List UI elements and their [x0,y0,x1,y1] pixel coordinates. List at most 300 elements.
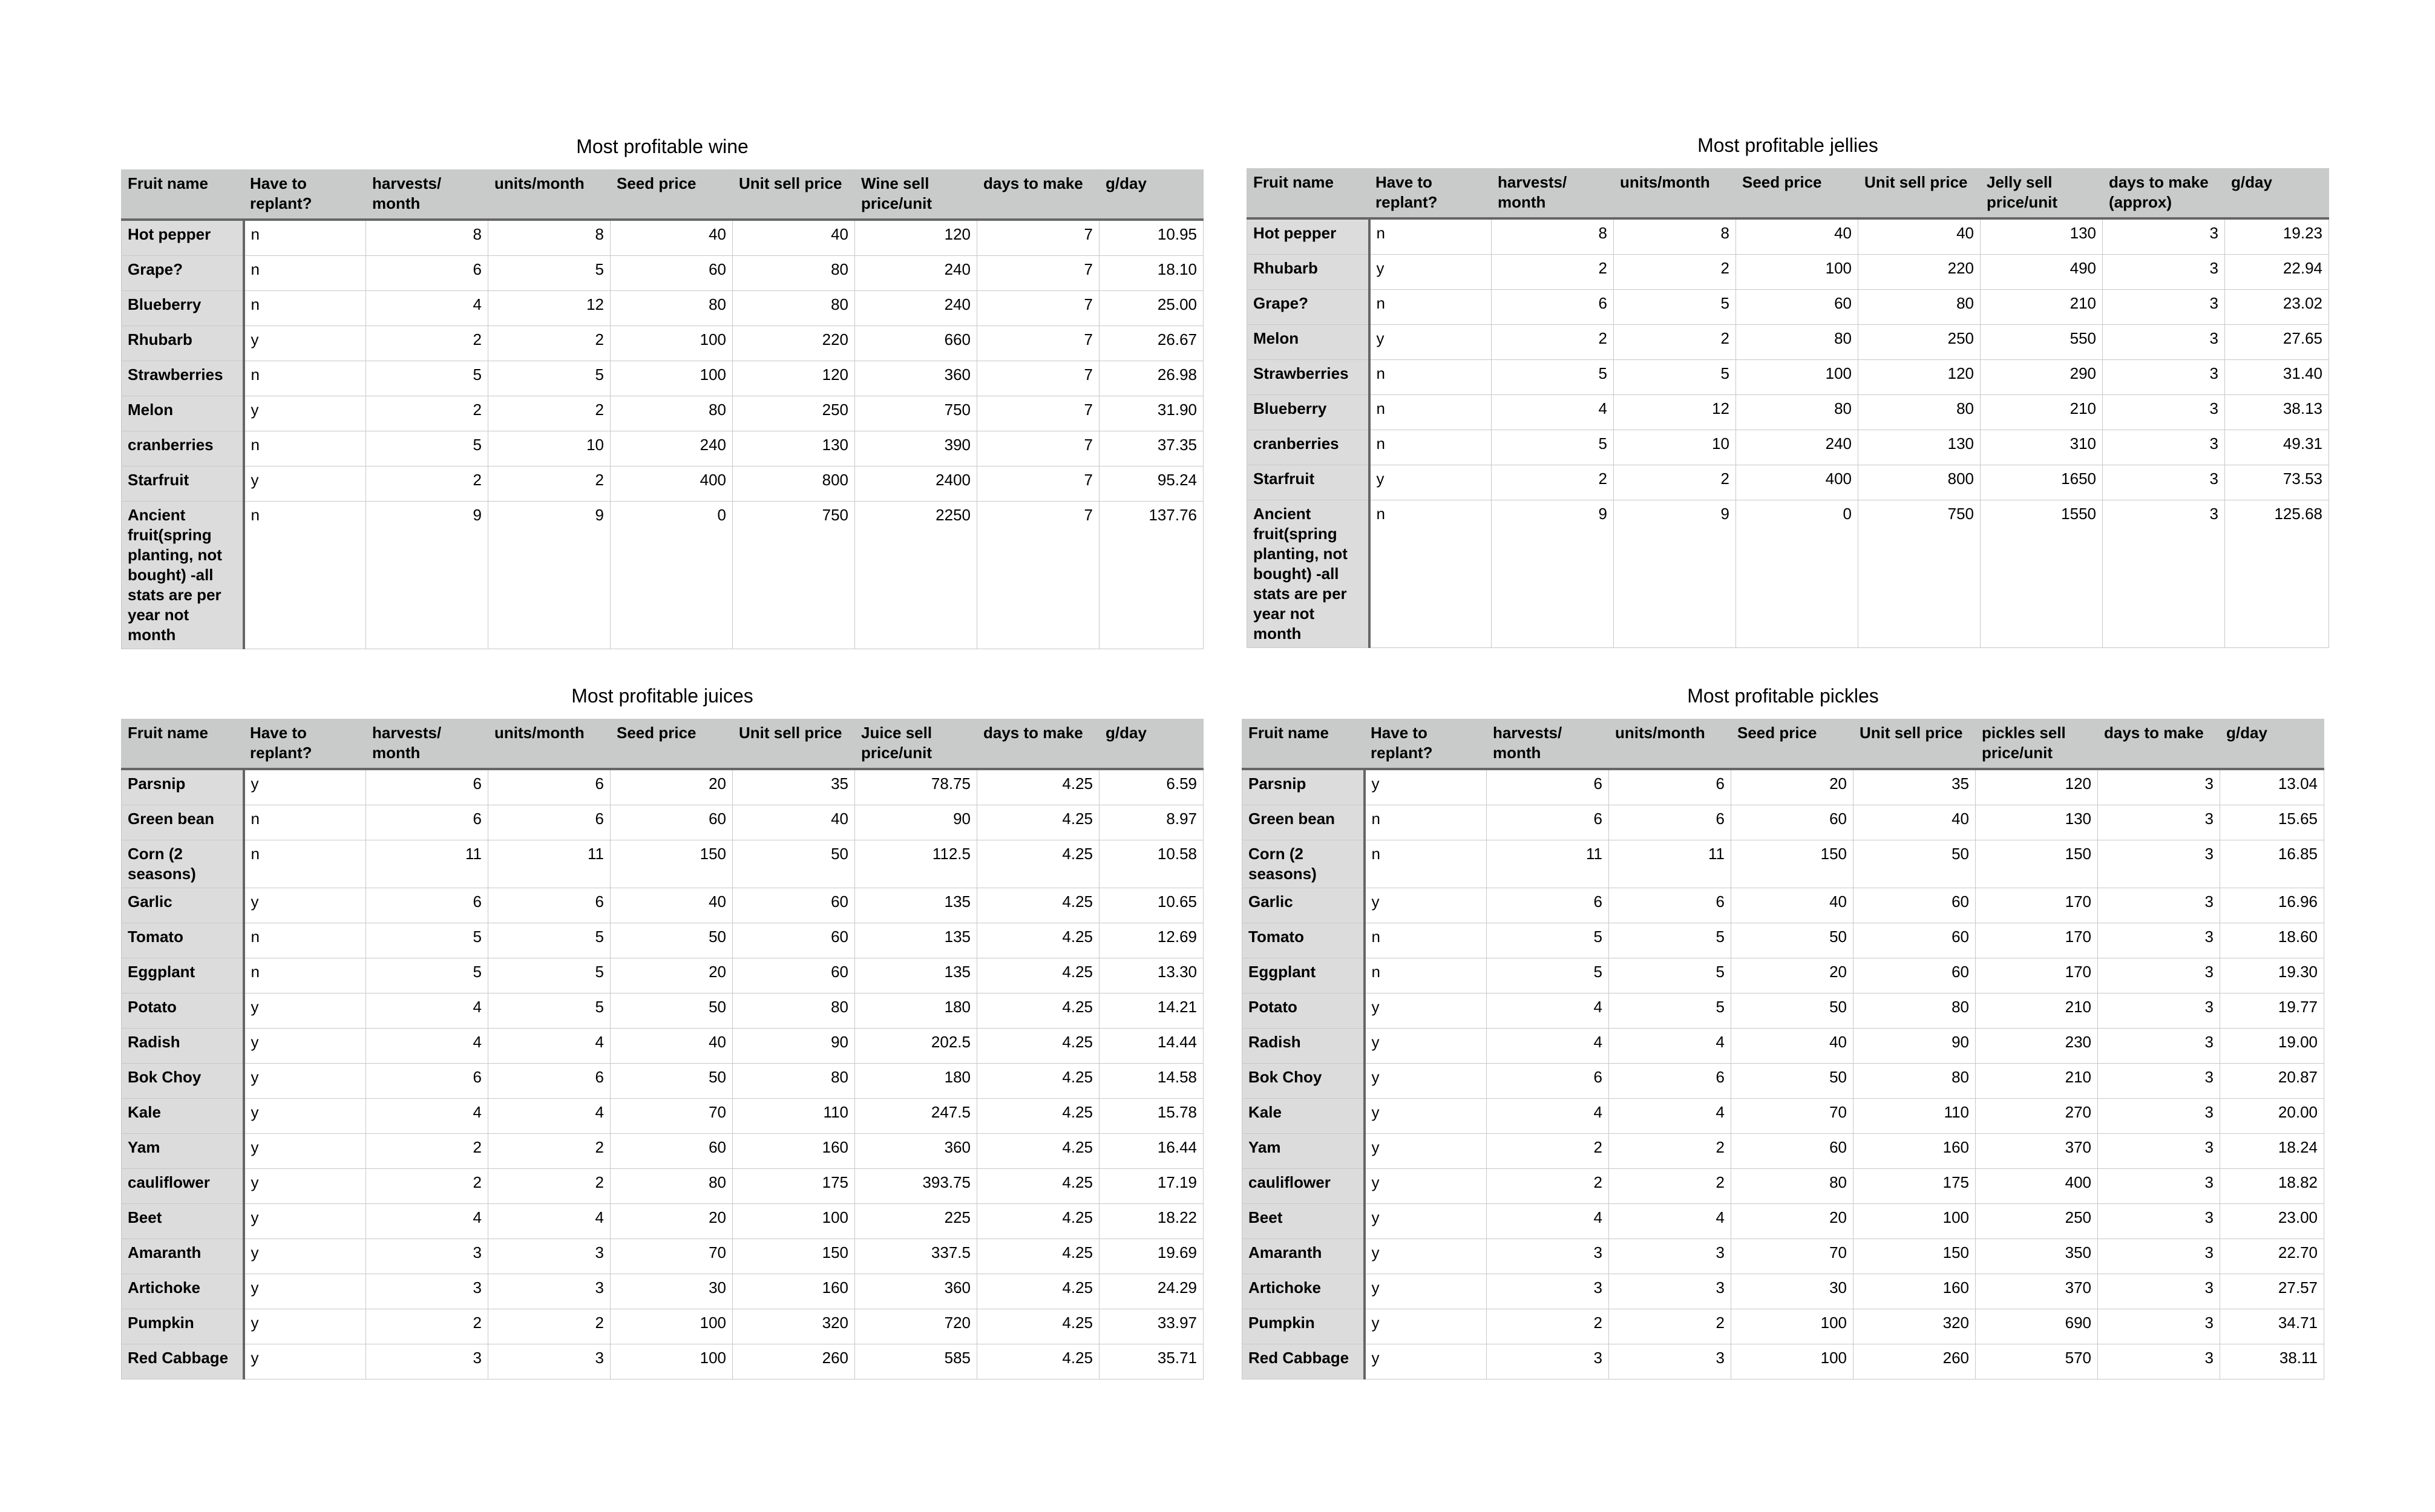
table-cell: 230 [1976,1029,2098,1064]
table-cell: 6 [488,805,611,840]
table-cell: 4.25 [977,840,1100,888]
table-row [1247,500,2329,648]
table-cell: 6 [488,888,611,923]
table-cell: 130 [1981,218,2103,255]
table-cell: 5 [1609,958,1731,993]
table-cell: 40 [733,220,855,256]
table-cell: 5 [366,958,488,993]
table-cell: 7 [977,466,1100,502]
table-cell: 3 [2098,993,2220,1029]
table-row [122,1029,1204,1064]
fruit-name-cell: Amaranth [122,1239,244,1274]
table-cell: 9 [488,502,611,649]
table-cell: 20 [611,769,733,805]
table-cell: 390 [855,431,977,466]
table-cell: 16.85 [2220,840,2324,888]
table-cell: 6 [1609,888,1731,923]
table-cell: 210 [1981,395,2103,430]
table-cell: 3 [2103,430,2225,465]
table-cell: 800 [1858,465,1981,500]
table-cell: n [1369,360,1492,395]
table-cell: y [1365,888,1487,923]
column-header: Seed price [611,719,733,770]
table-cell: y [244,888,366,923]
fruit-name-cell: Ancient fruit(spring planting, not bought) -all stats are per year not month [122,502,244,649]
table-cell: 7 [977,502,1100,649]
table-row [122,291,1204,326]
juices-table [121,719,1204,1379]
table-cell: 80 [733,256,855,291]
table-cell: 4.25 [977,1029,1100,1064]
table-cell: 3 [1487,1344,1609,1379]
table-cell: 20 [1731,958,1853,993]
fruit-name-cell: Radish [1242,1029,1365,1064]
table-cell: 100 [1736,255,1858,290]
fruit-name-cell: Starfruit [122,466,244,502]
table-cell: 95.24 [1100,466,1204,502]
table-cell: 5 [1614,360,1736,395]
table-cell: 4.25 [977,923,1100,958]
table-row [1242,1134,2324,1169]
table-cell: n [1369,395,1492,430]
table-cell: 100 [1736,360,1858,395]
table-cell: 5 [488,958,611,993]
table-cell: 3 [1609,1239,1731,1274]
table-cell: y [244,1099,366,1134]
table-cell: 4.25 [977,1239,1100,1274]
fruit-name-cell: Bok Choy [1242,1064,1365,1099]
table-row [1242,769,2324,805]
table-cell: 240 [1736,430,1858,465]
table-row [1247,360,2329,395]
table-cell: 11 [1609,840,1731,888]
fruit-name-cell: Potato [1242,993,1365,1029]
fruit-name-cell: Pumpkin [122,1309,244,1344]
table-cell: 20 [1731,769,1853,805]
table-cell: 170 [1976,923,2098,958]
fruit-name-cell: Yam [122,1134,244,1169]
fruit-name-cell: Green bean [122,805,244,840]
column-header: g/day [1100,719,1204,770]
fruit-name-cell: Kale [1242,1099,1365,1134]
column-header: days to make [977,170,1100,220]
table-row [1247,325,2329,360]
fruit-name-cell: Hot pepper [1247,218,1369,255]
table-cell: 320 [1853,1309,1976,1344]
table-cell: 60 [733,923,855,958]
table-cell: 60 [1853,888,1976,923]
table-cell: 120 [1976,769,2098,805]
table-cell: 4 [1609,1099,1731,1134]
table-cell: 202.5 [855,1029,977,1064]
table-cell: 7 [977,220,1100,256]
table-cell: 19.30 [2220,958,2324,993]
table-cell: 60 [1853,923,1976,958]
fruit-name-cell: Strawberries [122,361,244,396]
table-cell: 220 [1858,255,1981,290]
table-cell: 180 [855,993,977,1029]
table-cell: y [1365,1064,1487,1099]
table-cell: 3 [2103,500,2225,648]
table-cell: 5 [1487,958,1609,993]
table-cell: 135 [855,958,977,993]
table-cell: 6 [1609,1064,1731,1099]
fruit-name-cell: Eggplant [1242,958,1365,993]
fruit-name-cell: Potato [122,993,244,1029]
table-cell: 14.44 [1100,1029,1204,1064]
fruit-name-cell: Artichoke [1242,1274,1365,1309]
table-cell: 19.00 [2220,1029,2324,1064]
table-cell: n [244,805,366,840]
fruit-name-cell: Beet [1242,1204,1365,1239]
table-cell: 135 [855,888,977,923]
table-cell: 3 [366,1239,488,1274]
table-cell: 6 [366,256,488,291]
table-cell: 80 [1736,395,1858,430]
table-row [1242,1204,2324,1239]
table-cell: 4.25 [977,1204,1100,1239]
column-header: harvests/ month [1487,719,1609,770]
table-cell: 2 [488,466,611,502]
table-cell: 110 [733,1099,855,1134]
table-cell: y [244,396,366,431]
table-cell: 3 [2098,1029,2220,1064]
table-cell: 49.31 [2225,430,2329,465]
fruit-name-cell: cranberries [122,431,244,466]
table-cell: 3 [2098,769,2220,805]
table-cell: y [244,769,366,805]
table-cell: y [244,1029,366,1064]
fruit-name-cell: Grape? [1247,290,1369,325]
table-cell: 14.58 [1100,1064,1204,1099]
table-cell: 490 [1981,255,2103,290]
fruit-name-cell: Tomato [122,923,244,958]
table-cell: 3 [2103,465,2225,500]
table-cell: 73.53 [2225,465,2329,500]
table-cell: 80 [1731,1169,1853,1204]
table-cell: 18.82 [2220,1169,2324,1204]
table-cell: 550 [1981,325,2103,360]
table-row [1242,1029,2324,1064]
table-cell: n [244,502,366,649]
table-cell: y [244,466,366,502]
table-cell: 13.04 [2220,769,2324,805]
table-cell: 4 [366,993,488,1029]
table-cell: 78.75 [855,769,977,805]
table-cell: 6 [366,1064,488,1099]
fruit-name-cell: Strawberries [1247,360,1369,395]
juices-table-title: Most profitable juices [571,685,753,707]
table-row [1247,465,2329,500]
fruit-name-cell: Ancient fruit(spring planting, not bought) -all stats are per year not month [1247,500,1369,648]
table-cell: 250 [733,396,855,431]
table-cell: 90 [733,1029,855,1064]
table-cell: 60 [611,256,733,291]
table-cell: 6 [1487,888,1609,923]
table-cell: y [1365,1309,1487,1344]
table-cell: 5 [488,256,611,291]
table-cell: 4.25 [977,1274,1100,1309]
table-cell: 34.71 [2220,1309,2324,1344]
table-cell: 3 [2098,1099,2220,1134]
table-cell: 10.65 [1100,888,1204,923]
table-cell: 210 [1976,1064,2098,1099]
table-cell: n [1365,840,1487,888]
table-cell: 0 [611,502,733,649]
table-row [1242,1064,2324,1099]
table-cell: 80 [1858,395,1981,430]
table-row [122,1309,1204,1344]
table-cell: 3 [2103,325,2225,360]
table-cell: 60 [1731,1134,1853,1169]
table-cell: 40 [1731,1029,1853,1064]
table-cell: 10 [488,431,611,466]
table-cell: 120 [1858,360,1981,395]
table-cell: 23.00 [2220,1204,2324,1239]
table-cell: 5 [488,993,611,1029]
table-cell: 1550 [1981,500,2103,648]
column-header: Unit sell price [1858,169,1981,219]
table-cell: 2 [1614,465,1736,500]
table-cell: 6 [1487,769,1609,805]
table-row [1247,290,2329,325]
fruit-name-cell: Corn (2 seasons) [1242,840,1365,888]
fruit-name-cell: cranberries [1247,430,1369,465]
table-cell: 60 [1853,958,1976,993]
table-cell: 250 [1858,325,1981,360]
table-cell: 4 [488,1099,611,1134]
table-cell: 40 [611,888,733,923]
column-header: units/month [1609,719,1731,770]
fruit-name-cell: Bok Choy [122,1064,244,1099]
table-cell: 150 [733,1239,855,1274]
table-row [1242,958,2324,993]
table-cell: 19.77 [2220,993,2324,1029]
table-cell: 3 [2098,1239,2220,1274]
column-header: pickles sell price/unit [1976,719,2098,770]
table-row [1242,1309,2324,1344]
table-cell: 80 [733,1064,855,1099]
table-cell: 2250 [855,502,977,649]
table-cell: n [1365,805,1487,840]
table-cell: y [244,1134,366,1169]
table-cell: 27.57 [2220,1274,2324,1309]
table-cell: 80 [1736,325,1858,360]
table-cell: 100 [733,1204,855,1239]
table-cell: y [1365,993,1487,1029]
table-cell: 360 [855,361,977,396]
table-cell: 2 [1492,325,1614,360]
table-cell: 800 [733,466,855,502]
fruit-name-cell: Beet [122,1204,244,1239]
table-cell: y [244,1204,366,1239]
table-cell: 10.58 [1100,840,1204,888]
table-cell: 175 [733,1169,855,1204]
table-cell: 1650 [1981,465,2103,500]
table-cell: 150 [1731,840,1853,888]
table-cell: 240 [855,291,977,326]
table-cell: 5 [488,923,611,958]
table-cell: 4.25 [977,805,1100,840]
table-cell: 31.90 [1100,396,1204,431]
table-cell: 12.69 [1100,923,1204,958]
table-cell: 3 [2098,1344,2220,1379]
table-cell: 4.25 [977,1134,1100,1169]
table-cell: 2 [488,1169,611,1204]
table-row [1247,255,2329,290]
table-cell: 30 [1731,1274,1853,1309]
table-cell: 25.00 [1100,291,1204,326]
pickles-table-title: Most profitable pickles [1687,685,1879,707]
table-cell: 4 [1487,993,1609,1029]
table-cell: 5 [1609,923,1731,958]
table-cell: 40 [1853,805,1976,840]
table-cell: 16.44 [1100,1134,1204,1169]
fruit-name-cell: Melon [122,396,244,431]
table-cell: 2 [488,1309,611,1344]
fruit-name-cell: cauliflower [122,1169,244,1204]
table-cell: 2400 [855,466,977,502]
column-header: Have to replant? [244,170,366,220]
table-row [122,1134,1204,1169]
table-cell: 137.76 [1100,502,1204,649]
table-cell: 120 [855,220,977,256]
fruit-name-cell: Red Cabbage [1242,1344,1365,1379]
table-cell: 70 [611,1239,733,1274]
table-row [122,502,1204,649]
table-cell: 5 [1492,430,1614,465]
table-cell: 3 [366,1274,488,1309]
table-cell: 660 [855,326,977,361]
table-cell: 11 [488,840,611,888]
table-cell: 3 [366,1344,488,1379]
table-cell: 60 [733,888,855,923]
table-cell: y [1365,1029,1487,1064]
table-cell: y [244,326,366,361]
table-cell: 16.96 [2220,888,2324,923]
table-row [1242,1099,2324,1134]
column-header: units/month [488,719,611,770]
table-cell: y [1365,769,1487,805]
table-cell: 31.40 [2225,360,2329,395]
table-cell: 100 [1731,1309,1853,1344]
table-cell: 100 [1853,1204,1976,1239]
table-cell: 18.24 [2220,1134,2324,1169]
table-row [122,805,1204,840]
table-cell: 35.71 [1100,1344,1204,1379]
table-cell: 4 [1487,1099,1609,1134]
table-cell: 400 [611,466,733,502]
table-cell: 210 [1981,290,2103,325]
table-cell: 180 [855,1064,977,1099]
table-cell: 3 [2098,1274,2220,1309]
table-cell: 130 [1976,805,2098,840]
table-cell: 370 [1976,1134,2098,1169]
table-cell: 38.11 [2220,1344,2324,1379]
table-row [1247,430,2329,465]
table-cell: 150 [1976,840,2098,888]
column-header: days to make [2098,719,2220,770]
table-cell: 7 [977,396,1100,431]
table-cell: 10.95 [1100,220,1204,256]
column-header: Fruit name [1242,719,1365,770]
table-cell: 6 [366,888,488,923]
table-cell: 4 [366,1099,488,1134]
column-header: g/day [2220,719,2324,770]
table-row [122,431,1204,466]
table-cell: 70 [611,1099,733,1134]
table-cell: 15.78 [1100,1099,1204,1134]
table-cell: 35 [1853,769,1976,805]
table-cell: 8 [488,220,611,256]
table-cell: 6 [366,805,488,840]
fruit-name-cell: Amaranth [1242,1239,1365,1274]
table-cell: 90 [1853,1029,1976,1064]
table-cell: 320 [733,1309,855,1344]
table-cell: 4.25 [977,1344,1100,1379]
jellies-table-title: Most profitable jellies [1697,134,1878,156]
table-cell: n [244,291,366,326]
table-row [122,326,1204,361]
table-cell: 110 [1853,1099,1976,1134]
table-cell: 7 [977,256,1100,291]
table-cell: 4 [488,1029,611,1064]
table-cell: 3 [2098,1204,2220,1239]
table-row [1242,993,2324,1029]
header-row [1242,719,2324,770]
table-cell: y [244,993,366,1029]
table-cell: 160 [733,1134,855,1169]
table-cell: 2 [1614,255,1736,290]
table-cell: 3 [488,1274,611,1309]
table-row [122,466,1204,502]
table-cell: 9 [1492,500,1614,648]
table-cell: 12 [488,291,611,326]
column-header: harvests/ month [366,719,488,770]
column-header: harvests/ month [1492,169,1614,219]
table-cell: 60 [1736,290,1858,325]
table-row [122,993,1204,1029]
table-cell: n [244,923,366,958]
table-cell: 4 [1609,1204,1731,1239]
table-row [1242,888,2324,923]
table-cell: 80 [611,1169,733,1204]
table-cell: 247.5 [855,1099,977,1134]
table-cell: 3 [2098,840,2220,888]
table-row [1247,218,2329,255]
table-cell: 4 [366,1204,488,1239]
table-cell: 5 [366,923,488,958]
table-cell: 6 [1609,769,1731,805]
table-cell: 240 [611,431,733,466]
column-header: Have to replant? [1365,719,1487,770]
table-cell: 35 [733,769,855,805]
table-cell: y [244,1344,366,1379]
table-cell: 6 [366,769,488,805]
table-cell: 10 [1614,430,1736,465]
table-cell: 20 [611,958,733,993]
table-cell: 750 [855,396,977,431]
table-cell: 60 [611,805,733,840]
table-cell: n [244,840,366,888]
fruit-name-cell: Kale [122,1099,244,1134]
table-cell: 337.5 [855,1239,977,1274]
table-cell: 2 [488,396,611,431]
table-cell: 160 [1853,1274,1976,1309]
table-cell: n [1369,290,1492,325]
table-cell: 135 [855,923,977,958]
column-header: Seed price [1731,719,1853,770]
